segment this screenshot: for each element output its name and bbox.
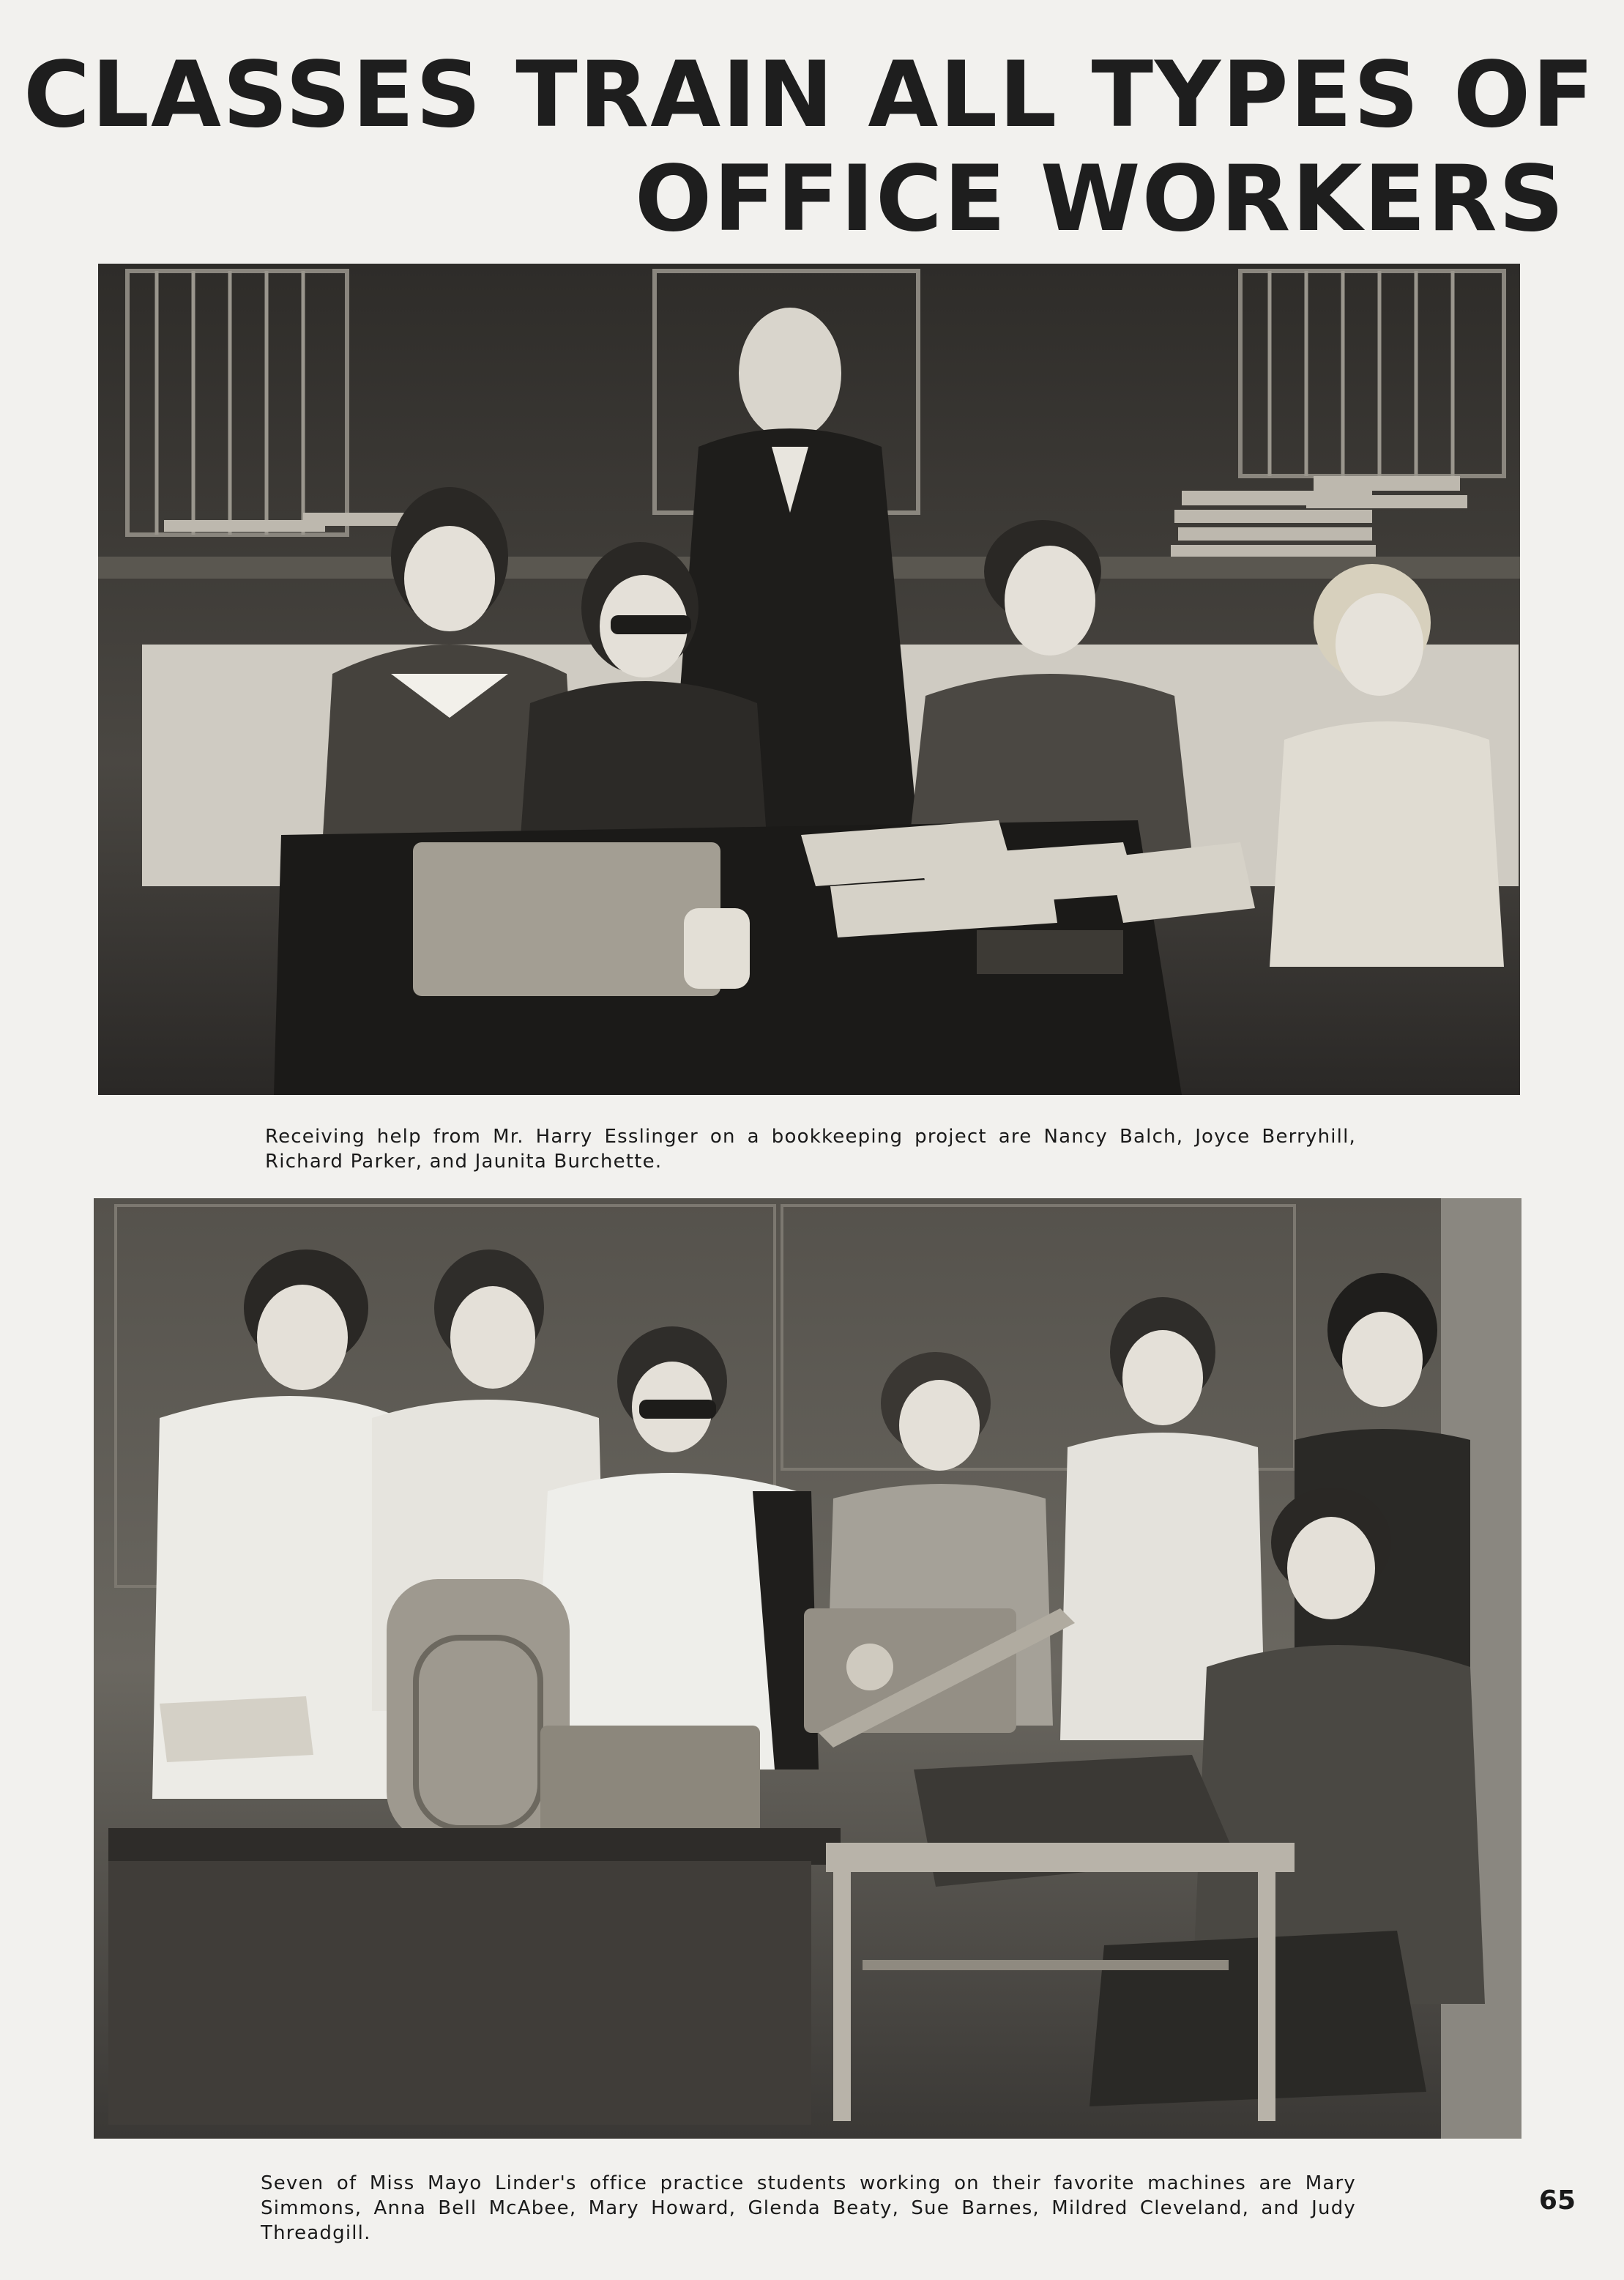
page-number: 65 [1538, 2186, 1576, 2216]
office-practice-photo [94, 1198, 1521, 2139]
bookkeeping-class-illustration [98, 264, 1520, 1095]
bookkeeping-class-photo [98, 264, 1520, 1095]
office-practice-illustration [94, 1198, 1521, 2139]
headline-line-1: CLASSES TRAIN ALL TYPES OF [23, 42, 1596, 148]
office-practice-photo-caption: Seven of Miss Mayo Linder's office practice students working on their favorite machines are Mary Simmons, Anna Bell McAbee, Mary Howard, Glenda Beaty, Sue Barnes, Mildred Cleveland, and Judy Threadgill. [261, 2172, 1356, 2244]
bookkeeping-photo-caption: Receiving help from Mr. Harry Esslinger on a bookkeeping project are Nancy Balch, Joyce Berryhill, Richard Parker, and Jaunita Burchette. [265, 1126, 1356, 1173]
headline-line-2: OFFICE WORKERS [634, 146, 1565, 252]
